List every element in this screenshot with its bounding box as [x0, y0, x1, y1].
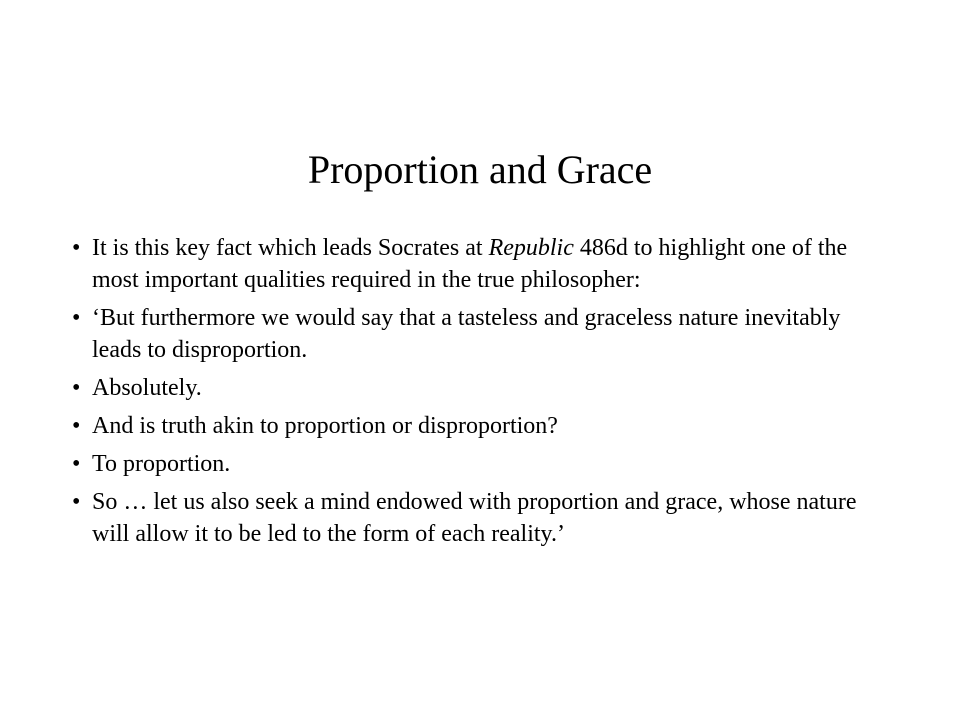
bullet-icon: •	[72, 235, 81, 261]
bullet-item	[72, 486, 872, 550]
republic-emphasis: Republic	[488, 235, 574, 261]
bullet-item	[72, 448, 872, 480]
bullet-icon: •	[72, 451, 81, 477]
bullet-icon: •	[72, 305, 81, 331]
bullet-item	[72, 410, 872, 442]
bullet-icon: •	[72, 489, 81, 515]
bullet-text	[92, 235, 847, 293]
bullet-text-before: It is this key fact which leads Socrates at	[92, 235, 489, 261]
bullet-text: ‘But furthermore we would say that a tasteless and graceless nature inevitably leads to disproportion.	[92, 305, 841, 363]
slide-title: Proportion and Grace	[307, 147, 653, 192]
bullet-text: To proportion.	[92, 451, 231, 477]
bullet-text: Absolutely.	[92, 375, 202, 401]
bullet-icon: •	[72, 413, 81, 439]
bullet-list	[72, 232, 872, 556]
bullet-item	[72, 302, 872, 366]
bullet-icon: •	[72, 375, 81, 401]
bullet-item	[72, 232, 872, 296]
bullet-text: And is truth akin to proportion or disproportion?	[92, 413, 558, 439]
bullet-item	[72, 372, 872, 404]
bullet-text: So … let us also seek a mind endowed with proportion and grace, whose nature will allow it to be led to the form of each reality.’	[92, 489, 857, 547]
bullet-text-after: 486d to highlight one of the most important qualities required in the true philosopher:	[92, 235, 848, 293]
